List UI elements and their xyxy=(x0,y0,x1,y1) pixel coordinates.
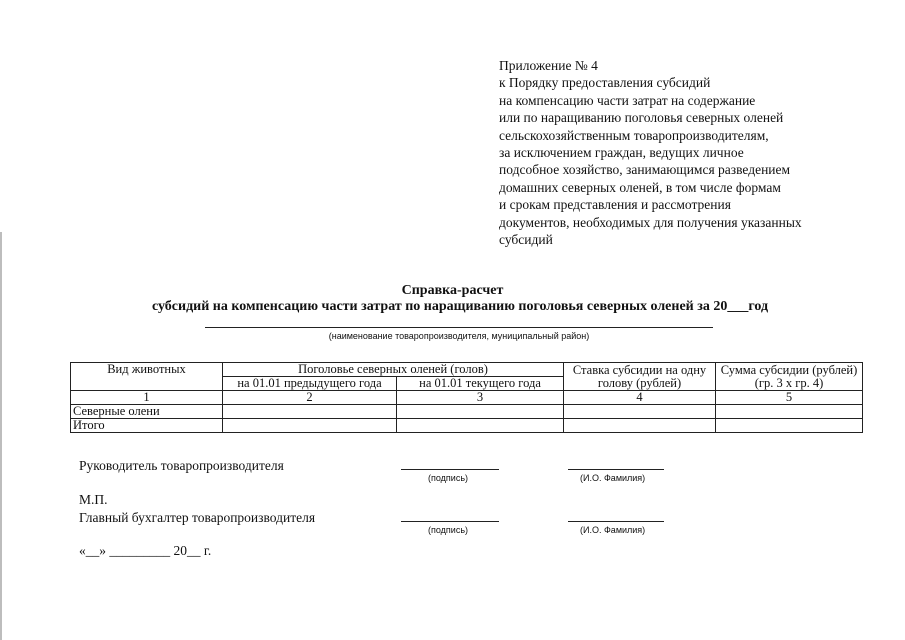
date-field[interactable]: «__» _________ 20__ г. xyxy=(79,543,212,558)
column-number: 3 xyxy=(397,391,564,405)
annex-line: за исключением граждан, ведущих личное xyxy=(499,145,744,161)
header-prev-year: на 01.01 предыдущего года xyxy=(223,377,397,391)
calculation-table xyxy=(70,362,863,433)
cell-sum[interactable] xyxy=(716,419,863,433)
org-name-caption: (наименование товаропроизводителя, муниципальный район) xyxy=(328,331,590,341)
header-head-count: Поголовье северных оленей (голов) xyxy=(223,363,564,377)
annex-heading xyxy=(499,57,899,248)
accountant-signature-line[interactable] xyxy=(401,521,499,522)
cell-prev-year[interactable] xyxy=(223,405,397,419)
column-number: 4 xyxy=(564,391,716,405)
accountant-name-line[interactable] xyxy=(568,521,664,522)
annex-line: документов, необходимых для получения указанных xyxy=(499,214,802,230)
header-curr-year: на 01.01 текущего года xyxy=(397,377,564,391)
annex-line: домашних северных оленей, в том числе формам xyxy=(499,179,781,195)
row-label: Северные олени xyxy=(71,405,223,419)
org-name-field-line xyxy=(205,327,713,328)
cell-rate[interactable] xyxy=(564,405,716,419)
header-rate: Ставка субсидии на одну голову (рублей) xyxy=(564,363,716,391)
cell-sum[interactable] xyxy=(716,405,863,419)
annex-line: субсидий xyxy=(499,232,553,248)
head-signature-caption: (подпись) xyxy=(428,473,469,483)
annex-line: Приложение № 4 xyxy=(499,58,598,73)
header-animal-type: Вид животных xyxy=(71,363,223,391)
table-header-row xyxy=(71,363,863,377)
cell-prev-year[interactable] xyxy=(223,419,397,433)
annex-line: и срокам представления и рассмотрения xyxy=(499,197,731,213)
stamp-place-label: М.П. xyxy=(79,492,108,507)
column-number: 2 xyxy=(223,391,397,405)
cell-rate[interactable] xyxy=(564,419,716,433)
head-signature-line[interactable] xyxy=(401,469,499,470)
annex-line: на компенсацию части затрат на содержание xyxy=(499,92,756,108)
header-sum: Сумма субсидии (рублей) (гр. 3 х гр. 4) xyxy=(716,363,863,391)
accountant-name-caption: (И.О. Фамилия) xyxy=(580,525,646,535)
table-column-number-row xyxy=(71,391,863,405)
document-subtitle: субсидий на компенсацию части затрат по наращиванию поголовья северных оленей за 20___год xyxy=(151,299,769,314)
head-name-caption: (И.О. Фамилия) xyxy=(580,473,646,483)
cell-curr-year[interactable] xyxy=(397,405,564,419)
column-number: 1 xyxy=(71,391,223,405)
document-title: Справка-расчет xyxy=(401,283,504,298)
accountant-signature-caption: (подпись) xyxy=(428,525,469,535)
row-label: Итого xyxy=(71,419,223,433)
table-row xyxy=(71,405,863,419)
column-number: 5 xyxy=(716,391,863,405)
annex-line: подсобное хозяйство, занимающимся разведением xyxy=(499,162,791,178)
cell-curr-year[interactable] xyxy=(397,419,564,433)
accountant-signatory-label: Главный бухгалтер товаропроизводителя xyxy=(79,510,316,525)
head-signatory-label: Руководитель товаропроизводителя xyxy=(79,458,284,473)
annex-line: к Порядку предоставления субсидий xyxy=(499,75,711,91)
table-row xyxy=(71,419,863,433)
annex-line: сельскохозяйственным товаропроизводителям, xyxy=(499,127,769,143)
annex-line: или по наращиванию поголовья северных оленей xyxy=(499,110,784,126)
head-name-line[interactable] xyxy=(568,469,664,470)
